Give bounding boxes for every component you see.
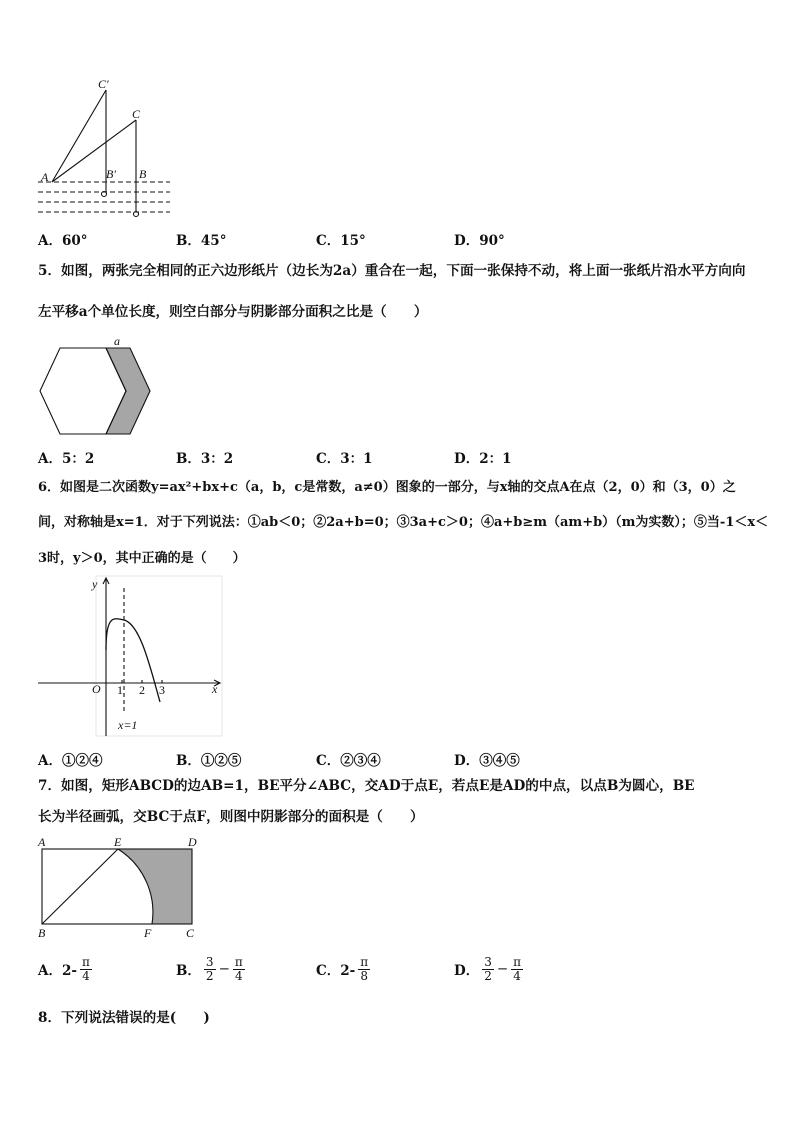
q6-label-axis-equation: x=1	[118, 718, 138, 732]
q7-shaded-region	[118, 849, 192, 924]
q7-option-c[interactable]	[316, 956, 370, 982]
q6-option-a[interactable]: A．①②④	[38, 753, 103, 769]
q7-option-c-numerator: π	[360, 955, 369, 969]
q7-option-a-denominator: 4	[82, 968, 90, 983]
q4-label-b: B	[139, 167, 147, 181]
q7-label-a: A	[38, 835, 46, 849]
q6-graph	[36, 574, 226, 738]
q7-stem-line-1: 7．如图，矩形ABCD的边AB=1，BE平分∠ABC，交AD于点E，若点E是AD的中点，以点B为圆心，BE	[38, 778, 695, 794]
q7-option-b-denominator-2: 4	[235, 968, 243, 983]
q4-rope-a-c-prime	[52, 90, 106, 182]
q7-option-d-denominator-1: 2	[484, 968, 492, 983]
q6-graph-frame	[96, 576, 222, 736]
q7-segment-be	[42, 849, 118, 924]
q5-stem-line-2: 左平移a个单位长度，则空白部分与阴影部分面积之比是（ ）	[38, 304, 428, 320]
q6-label-tick-2: 2	[139, 683, 145, 697]
q7-option-b-operator: −	[218, 961, 230, 978]
q7-option-b[interactable]	[176, 956, 245, 982]
q7-option-d[interactable]	[454, 956, 523, 982]
q4-label-c: C	[132, 107, 141, 121]
q7-option-d-numerator-1: 3	[484, 955, 492, 969]
q4-label-b-prime: B′	[106, 167, 116, 181]
q7-option-d-operator: −	[496, 961, 509, 978]
q6-stem-line-3: 3时，y＞0，其中正确的是（ ）	[38, 551, 246, 566]
q6-label-x: x	[212, 682, 218, 696]
q6-label-tick-3: 3	[159, 683, 165, 697]
q7-option-d-numerator-2: π	[513, 955, 522, 969]
q7-option-a[interactable]	[38, 956, 92, 982]
q7-label-b: B	[38, 926, 46, 940]
q5-option-c[interactable]: C．3：1	[316, 451, 373, 467]
q7-option-a-numerator: π	[81, 955, 90, 969]
q5-option-b[interactable]: B．3：2	[176, 451, 234, 467]
q4-option-a[interactable]: A．60°	[38, 233, 88, 249]
q6-option-b[interactable]: B．①②⑤	[176, 753, 242, 769]
q7-option-b-fraction-1	[204, 956, 216, 982]
q7-label-e: E	[114, 835, 122, 849]
q6-parabola	[106, 619, 160, 702]
q4-option-c[interactable]: C．15°	[316, 233, 366, 249]
q6-option-c[interactable]: C．②③④	[316, 753, 381, 769]
q7-stem-line-2: 长为半径画弧，交BC于点F，则图中阴影部分的面积是（ ）	[38, 809, 424, 825]
q5-option-a[interactable]: A．5：2	[38, 451, 95, 467]
q5-figure-hexagons	[36, 336, 156, 436]
q6-stem-line-2: 间，对称轴是x=1．对于下列说法：①ab＜0；②2a+b=0；③3a+c＞0；④a+b≥m（am+b）（m为实数）；⑤当-1＜x＜	[38, 515, 769, 530]
q7-option-c-fraction	[358, 956, 370, 982]
q7-option-a-prefix: A．2-	[38, 963, 77, 980]
q7-option-d-fraction-2	[511, 956, 523, 982]
q7-option-d-fraction-1	[482, 956, 494, 982]
q5-label-a: a	[114, 336, 120, 348]
q6-label-origin: O	[92, 682, 101, 696]
q7-label-f: F	[144, 926, 152, 940]
q4-rope-a-c	[52, 120, 136, 182]
q7-option-b-fraction-2	[233, 956, 245, 982]
q5-option-d[interactable]: D．2：1	[454, 451, 512, 467]
q4-option-b[interactable]: B．45°	[176, 233, 227, 249]
q8-stem-line-1: 8．下列说法错误的是( )	[38, 1010, 210, 1026]
q6-label-tick-1: 1	[117, 683, 123, 697]
q7-option-b-numerator-1: 3	[205, 955, 214, 969]
q7-figure-rectangle	[34, 834, 210, 942]
q5-stem-line-1: 5．如图，两张完全相同的正六边形纸片（边长为2a）重合在一起，下面一张保持不动，将上面一张纸片沿水平方向向	[38, 263, 746, 279]
q7-option-b-denominator-1: 2	[205, 968, 214, 983]
q4-label-c-prime: C′	[98, 77, 109, 91]
q7-option-a-fraction	[80, 956, 92, 982]
q7-option-b-prefix: B．	[176, 963, 201, 980]
q6-label-y: y	[92, 577, 98, 591]
q6-option-d[interactable]: D．③④⑤	[454, 753, 520, 769]
q7-option-c-denominator: 8	[360, 968, 369, 983]
q7-option-d-denominator-2: 4	[513, 968, 521, 983]
q7-label-c: C	[186, 926, 195, 940]
q7-option-b-numerator-2: π	[234, 955, 243, 969]
q7-label-d: D	[188, 835, 197, 849]
q7-option-d-prefix: D．	[454, 963, 480, 980]
q6-stem-line-1: 6．如图是二次函数y=ax²+bx+c（a，b，c是常数，a≠0）图象的一部分，与x轴的交点A在点（2，0）和（3，0）之	[38, 480, 736, 495]
q4-label-a: A	[41, 170, 49, 184]
q4-option-d[interactable]: D．90°	[454, 233, 505, 249]
q4-figure	[36, 74, 176, 222]
q7-option-c-prefix: C．2-	[316, 963, 356, 980]
